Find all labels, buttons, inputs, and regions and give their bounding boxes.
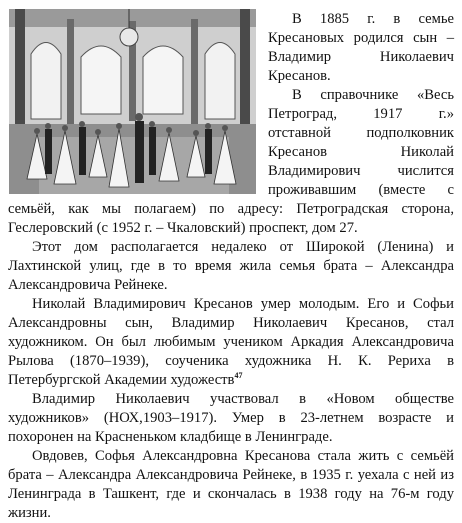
footnote-reference: 47 (234, 371, 243, 381)
paragraph-6: Овдовев, Софья Александровна Кресанова стала жить с семьёй брата – Александра Александровича Рейнеке, в 1935 г. уехала с ней из Ленинграда в Ташкент, где и скончалась в 1938 году на 76-м году жизни. (8, 448, 454, 521)
paragraph-1: В 1885 г. в семье Кресановых родился сын – Владимир Николаевич Кресанов. (268, 11, 454, 84)
paragraph-4 (8, 295, 454, 390)
paragraph-4-text: Николай Владимирович Кресанов умер молодым. Его и Софьи Александровны сын, Владимир Николаевич Кресанов, стал художником. Он был любимым учеником Аркадия Александровича Рылова (1870–1939), соученика художника Н. К. Рериха в Петербургской Академии художеств (8, 296, 454, 388)
paragraph-3: Этот дом располагается недалеко от Широкой (Ленина) и Лахтинской улиц, где в то время жила семья брата – Александра Александровича Рейнеке. (8, 239, 454, 293)
paragraph-2: В справочнике «Весь Петроград, 1917 г.» отставной подполковник Кресанов Николай Владимирович числится проживавшим (вместе с семьёй, как мы полагаем) по адресу: Петроградская сторона, Геслеровский (с 1952 г. – Чкаловский) проспект, дом 27. (8, 87, 454, 236)
article-body (8, 10, 454, 523)
paragraph-5: Владимир Николаевич участвовал в «Новом обществе художников» (НОХ,1903–1917). Умер в 23-летнем возрасте и похоронен на Красненьком кладбище в Ленинграде. (8, 391, 454, 445)
